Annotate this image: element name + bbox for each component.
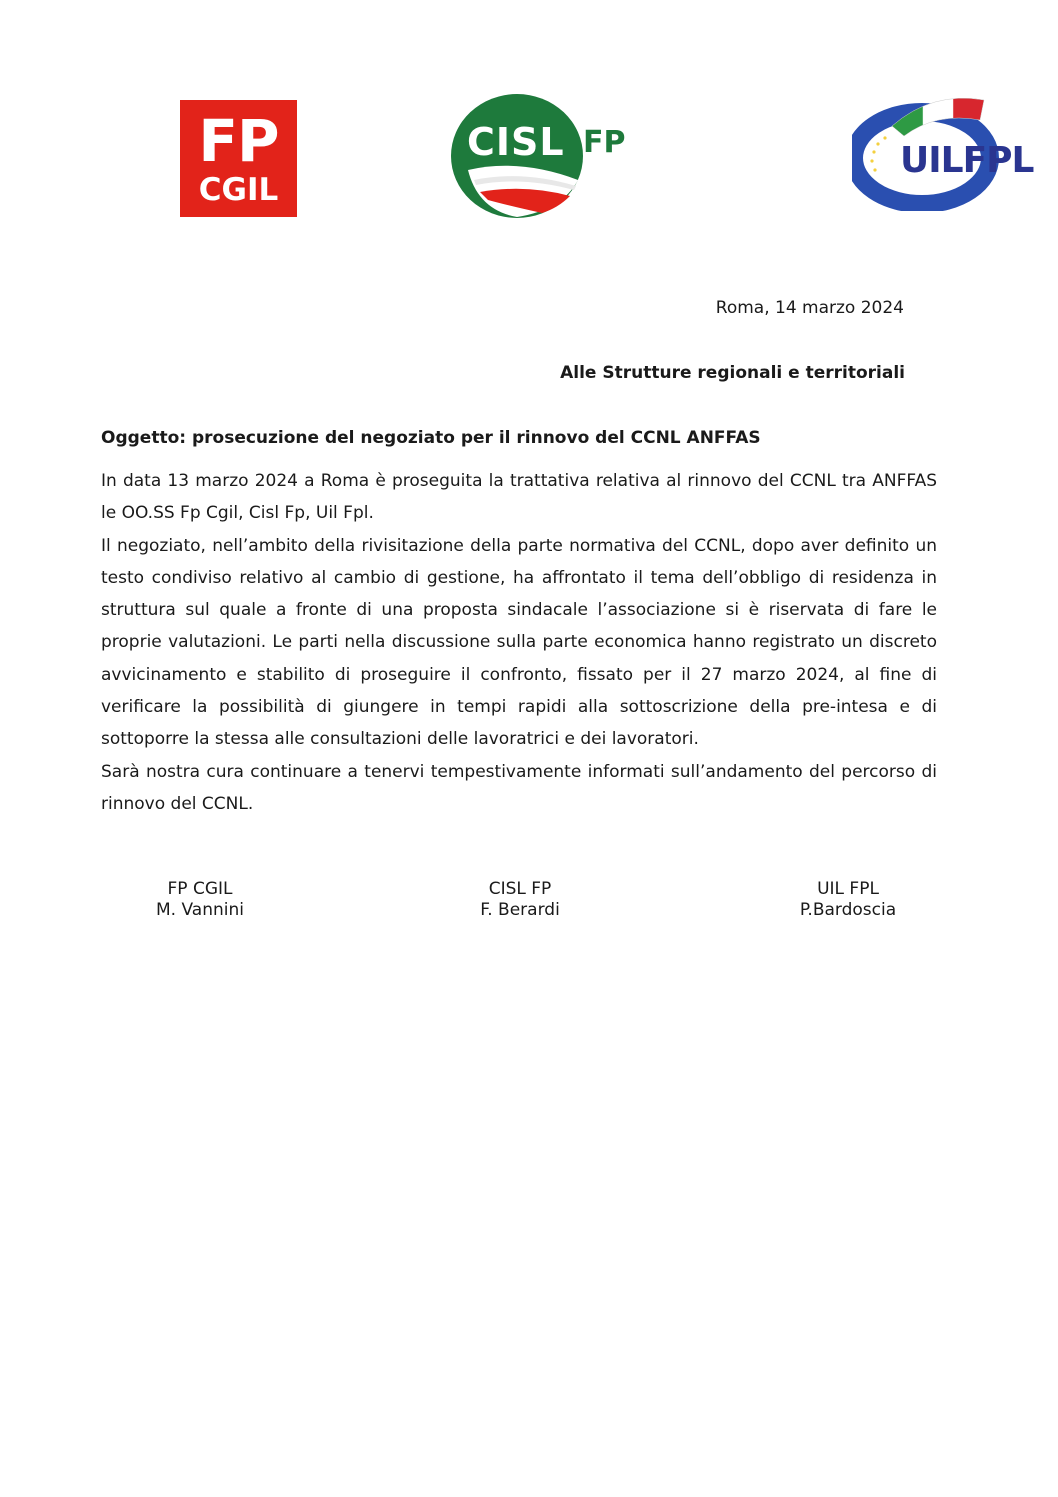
letter-subject: Oggetto: prosecuzione del negoziato per il rinnovo del CCNL ANFFAS xyxy=(101,428,761,448)
uil-fpl-logo xyxy=(852,86,1047,211)
signature-name: M. Vannini xyxy=(156,900,244,920)
fp-cgil-logo xyxy=(180,100,297,217)
signature-org: FP CGIL xyxy=(167,879,233,899)
fp-cgil-logo-line1: FP xyxy=(198,107,279,175)
cisl-logo-word: CISL xyxy=(467,120,565,164)
signature-fp-cgil xyxy=(100,879,300,921)
signature-name: F. Berardi xyxy=(480,900,560,920)
signature-name: P.Bardoscia xyxy=(799,900,897,920)
signature-org: CISL FP xyxy=(488,879,552,899)
body-paragraph: Il negoziato, nell’ambito della rivisitazione della parte normativa del CCNL, dopo aver definito un testo condiviso relativo al cambio di gestione, ha affrontato il tema dell’obbligo di residenza in struttura sul quale a fronte di una proposta sindacale l’associazione si è riservata di fare le proprie valutazioni. Le parti nella discussione sulla parte economica hanno registrato un discreto avvicinamento e stabilito di proseguire il confronto, fissato per il 27 marzo 2024, al fine di verificare la possibilità di giungere in tempi rapidi alla sottoscrizione della pre-intesa e di sottoporre la stessa alle consultazioni delle lavoratrici e dei lavoratori. xyxy=(101,535,937,750)
letter-addressee: Alle Strutture regionali e territoriali xyxy=(560,363,905,383)
cisl-logo-suffix: FP xyxy=(583,125,626,160)
uil-logo-word: UILFPL xyxy=(900,140,1034,181)
signature-org: UIL FPL xyxy=(817,879,879,899)
fp-cgil-logo-line2: CGIL xyxy=(198,172,279,208)
cisl-fp-logo xyxy=(450,92,640,220)
letter-body xyxy=(101,465,937,820)
body-paragraph: Sarà nostra cura continuare a tenervi tempestivamente informati sull’andamento del percorso di rinnovo del CCNL. xyxy=(101,761,937,814)
body-paragraph: In data 13 marzo 2024 a Roma è proseguita la trattativa relativa al rinnovo del CCNL tra ANFFAS le OO.SS Fp Cgil, Cisl Fp, Uil Fpl. xyxy=(101,471,937,524)
signature-cisl-fp xyxy=(420,879,620,921)
letter-date: Roma, 14 marzo 2024 xyxy=(715,298,904,318)
signature-uil-fpl xyxy=(748,879,948,921)
